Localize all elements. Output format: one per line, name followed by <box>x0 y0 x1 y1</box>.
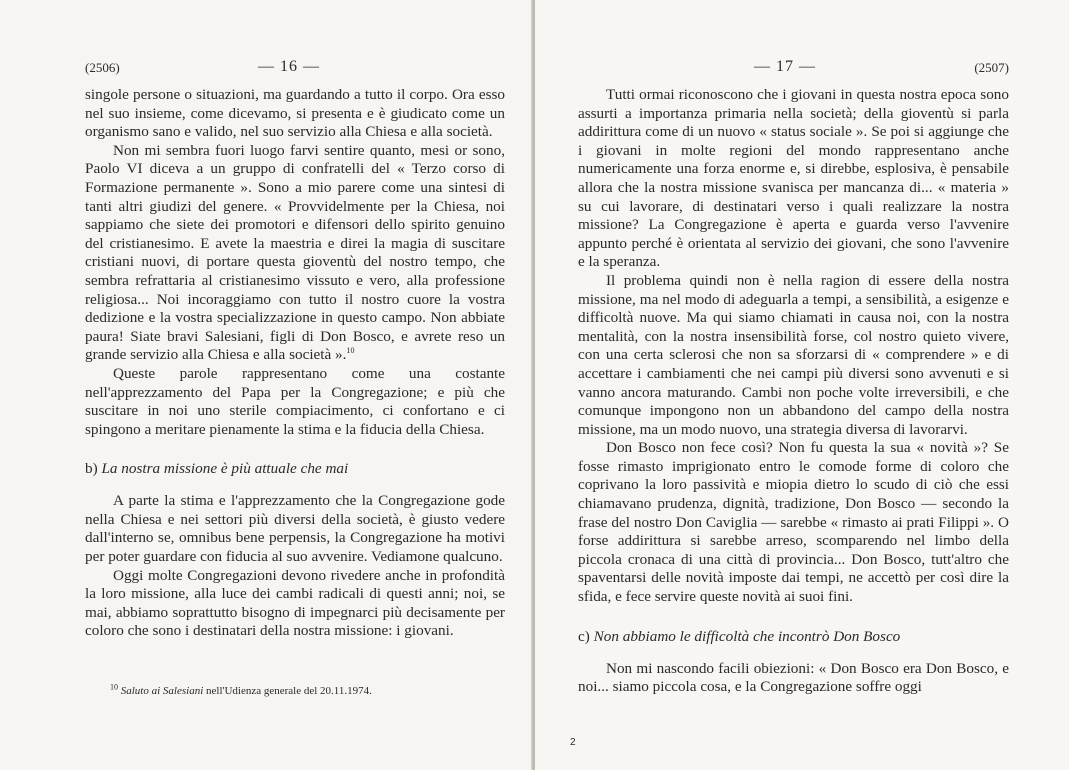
page-mark: 2 <box>570 737 576 748</box>
right-page-folio: — 17 — <box>754 58 816 75</box>
right-page-number-bracket: (2507) <box>974 60 1009 75</box>
left-page <box>0 0 533 770</box>
left-page-folio: — 16 — <box>258 58 320 75</box>
paragraph: Non mi nascondo facili obiezioni: « Don Bosco era Don Bosco, e noi... siamo piccola cosa, e la Congregazione soffre oggi <box>578 659 1009 696</box>
section-heading-b <box>85 459 505 478</box>
section-letter: b) <box>85 460 98 478</box>
paragraph: Oggi molte Congregazioni devono rivedere anche in profondità la loro missione, alla luce dei cambi radicali di questi anni; noi, se mai, abbiamo soprattutto bisogno di impegnarci più decisamente per coloro che sono i destinatari della nostra missione: i giovani. <box>85 566 505 640</box>
footnote-text: nell'Udienza generale del 20.11.1974. <box>206 685 372 697</box>
right-page-header <box>578 60 1009 86</box>
section-letter: c) <box>578 627 590 645</box>
right-page-body <box>578 86 1009 697</box>
section-title: La nostra missione è più attuale che mai <box>101 460 349 478</box>
paragraph-text: Non mi sembra fuori luogo farvi sentire quanto, mesi or sono, Paolo VI diceva a un gruppo di confratelli del « Terzo corso di Formazione permanente ». Sono a mio parere come una sintesi di tanti altri giudizi del genere. « Provvidelmente per la Chiesa, noi sappiamo che siete dei promotori e difensori dello spirito genuino del cristianesimo. E avete la maestria e direi la magia di suscitare cristiani nuovi, di portare questa gioventù del nostro tempo, che sembra refrattaria al cristianesimo vissuto e vero, alla professione religiosa... Noi incoraggiamo con tutto il nostro cuore la vostra dedizione e la vostra specializzazione in questo campo. Non abbiate paura! Siate bravi Salesiani, figli di Don Bosco, e avrete reso un grande servizio alla Chiesa e alla società ». <box>85 141 505 364</box>
paragraph: singole persone o situazioni, ma guardando a tutto il corpo. Ora esso nel suo insieme, come dicevamo, si presenta e è giudicato come un organismo sano e valido, nel suo servizio alla Chiesa e alla società. <box>85 86 505 141</box>
footnote-ref: 10 <box>346 346 355 356</box>
left-page-header <box>85 60 505 86</box>
paragraph: A parte la stima e l'apprezzamento che la Congregazione gode nella Chiesa e nei settori più diversi della società, è giusto vedere dall'interno se, omnibus bene perpensis, la Congregazione ha motivi per poter guardare con fiducia al suo avvenire. Vediamone qualcuno. <box>85 492 505 566</box>
footnote-number: 10 <box>110 682 118 692</box>
paragraph: Don Bosco non fece così? Non fu questa la sua « novità »? Se fosse rimasto imprigionato entro le comode forme di coloro che coprivano la loro passività e miopia dietro lo scudo di ciò che essi chiamavano prudenza, dignità, tradizione, Don Bosco — secondo la frase del nostro Don Caviglia — sarebbe « rimasto ai prati Filippi ». O forse addirittura si sarebbe arreso, scomparendo nel limbo della piccola cronaca di una città di provincia... Don Bosco, tutt'altro che spaventarsi delle novità imposte dai tempi, ne accettò per così dire la sfida, e fece servire queste novità ai suoi fini. <box>578 439 1009 606</box>
footnote <box>110 684 372 698</box>
section-title: Non abbiamo le difficoltà che incontrò Don Bosco <box>593 627 901 645</box>
paragraph: Queste parole rappresentano come una costante nell'apprezzamento del Papa per la Congregazione; e più che suscitare in noi uno sterile compiacimento, ci confortano e ci spingono a meritare pienamente la stima e la fiducia della Chiesa. <box>85 364 505 438</box>
left-page-body <box>85 86 505 641</box>
right-page <box>535 0 1069 770</box>
footnote-title: Saluto ai Salesiani <box>120 685 204 697</box>
section-heading-c <box>578 627 1009 646</box>
left-page-number-bracket: (2506) <box>85 60 120 75</box>
paragraph: Il problema quindi non è nella ragion di essere della nostra missione, ma nel modo di adeguarla a tempi, a sensibilità, a esigenze e difficoltà nuove. Ma qui siamo chiamati in causa noi, con la nostra mentalità, con la nostra insensibilità forse, col nostro quieto vivere, con una certa sclerosi che non sa sforzarsi di « comprendere » e di accettare i cambiamenti che nei campi più diversi sono avvenuti e si vanno ancora maturando. Cambi non poche volte irreversibili, e che comunque impongono non un abbandono del campo della nostra missione, ma un modo nuovo, una strategia diversa di lavorarvi. <box>578 271 1009 438</box>
paragraph: Tutti ormai riconoscono che i giovani in questa nostra epoca sono assurti a importanza primaria nella società; della gioventù si parla addirittura come di un nuovo « status sociale ». Se poi si aggiunge che i giovani in molte regioni del mondo rappresentano anche numericamente una forza enorme e, si direbbe, esplosiva, è pensabile allora che la nostra missione svanisca per mancanza di... « materia » su cui lavorare, di destinatari verso i quali realizzare la nostra missione? La Congregazione è aperta e guarda verso l'avvenire appunto perché è orientata al servizio dei giovani, che sono l'avvenire e la speranza. <box>578 86 1009 271</box>
paragraph-quote <box>85 142 505 365</box>
